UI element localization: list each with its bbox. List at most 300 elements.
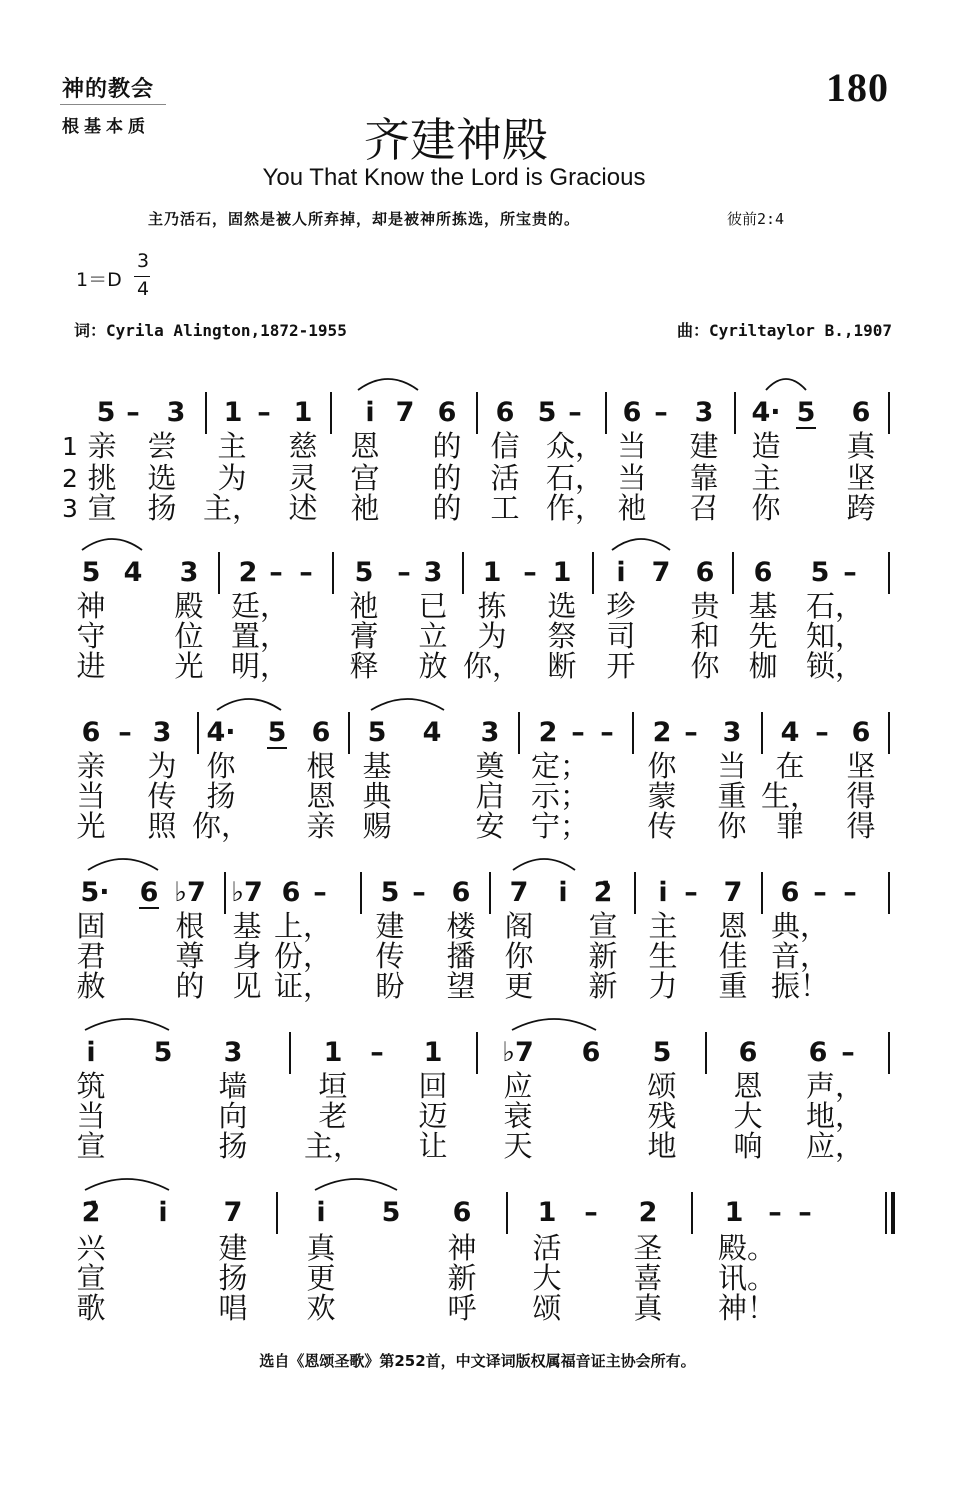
note: 5 <box>367 717 387 748</box>
note: 4 <box>123 557 143 588</box>
lyric-char: 你 <box>751 491 781 525</box>
lyric-char: 固 <box>76 909 106 943</box>
lyric-char: 得 <box>846 779 876 813</box>
note: 6 <box>753 557 773 588</box>
lyric-char: 更 <box>306 1261 336 1295</box>
lyric-char: 主， <box>202 491 262 525</box>
lyric-char: 信 <box>490 429 520 463</box>
lyric-char: 膏 <box>349 619 379 653</box>
lyric-char: 基 <box>362 749 392 783</box>
lyric-char: 明， <box>230 649 290 683</box>
note: 7 <box>223 1197 243 1228</box>
note: 3 <box>166 397 186 428</box>
note: 5 <box>81 557 101 588</box>
lyric-char: 传 <box>147 779 177 813</box>
lyric-char: 作， <box>545 491 605 525</box>
lyric-char: 音， <box>770 939 830 973</box>
lyric-char: 地 <box>647 1129 677 1163</box>
note: – <box>299 557 313 588</box>
lyric-char: 当 <box>717 749 747 783</box>
lyric-char: 位 <box>174 619 204 653</box>
lyric-char: 新 <box>588 939 618 973</box>
lyric-char: 份， <box>273 939 333 973</box>
slur <box>85 1019 169 1030</box>
lyric-char: 祂 <box>617 491 647 525</box>
lyric-char: 根 <box>175 909 205 943</box>
lyric-char: 典 <box>362 779 392 813</box>
lyric-char: 尝 <box>147 429 177 463</box>
lyric-char: 坚 <box>846 749 876 783</box>
note: 1 <box>537 1197 557 1228</box>
lyric-char: 振！ <box>770 969 830 1003</box>
note: 4 <box>422 717 442 748</box>
lyric-char: 的 <box>432 429 462 463</box>
note: ♭7 <box>174 877 206 908</box>
note: 2 <box>238 557 258 588</box>
lyric-char: 知， <box>805 619 865 653</box>
copyright-footer: 选自《恩颂圣歌》第252首，中文译词版权属福音证主协会所有。 <box>259 1352 696 1370</box>
lyric-char: 光 <box>174 649 204 683</box>
lyric-char: 欢 <box>306 1291 336 1325</box>
lyric-char: 拣 <box>477 589 507 623</box>
lyric-char: 述 <box>288 491 318 525</box>
lyric-char: 扬 <box>218 1129 248 1163</box>
lyric-char: 歌 <box>76 1291 106 1325</box>
hymn-title: 齐建神殿 <box>364 113 548 167</box>
slur <box>766 379 806 390</box>
note: – <box>313 877 327 908</box>
lyric-char: 祂 <box>350 491 380 525</box>
lyric-char: 响 <box>733 1129 763 1163</box>
lyric-char: 为 <box>477 619 507 653</box>
lyric-char: 楼 <box>446 909 476 943</box>
note: 4 <box>780 717 800 748</box>
note: 3 <box>179 557 199 588</box>
lyric-char: 挑 <box>87 461 117 495</box>
note: – <box>397 557 411 588</box>
lyric-char: 典， <box>770 909 830 943</box>
lyric-char: 呼 <box>447 1291 477 1325</box>
lyric-char: 主， <box>303 1129 363 1163</box>
note: 3 <box>423 557 443 588</box>
lyric-char: 珍 <box>606 589 636 623</box>
lyric-char: 真 <box>846 429 876 463</box>
note: 6 <box>780 877 800 908</box>
lyric-char: 应， <box>805 1129 865 1163</box>
lyric-char: 上， <box>273 909 333 943</box>
note: 5 <box>267 717 287 748</box>
lyric-char: 恩 <box>733 1069 763 1103</box>
time-signature-denominator: 4 <box>136 278 150 300</box>
note: 1 <box>423 1037 443 1068</box>
lyric-char: 祂 <box>349 589 379 623</box>
lyric-char: 大 <box>733 1099 763 1133</box>
lyric-char: 示； <box>530 779 590 813</box>
composer-credit: 曲：Cyriltaylor B.,1907 <box>676 321 892 340</box>
slur <box>612 539 670 550</box>
note: – <box>798 1197 812 1228</box>
lyric-char: 召 <box>689 491 719 525</box>
verse-number: 3 <box>62 494 78 523</box>
lyric-char: 立 <box>418 619 448 653</box>
lyric-char: 慈 <box>288 429 318 463</box>
lyric-char: 你， <box>191 809 251 843</box>
lyric-char: 锁， <box>805 649 865 683</box>
lyric-char: 证， <box>273 969 333 1003</box>
note: – <box>815 717 829 748</box>
lyric-char: 颂 <box>532 1291 562 1325</box>
lyric-char: 灵 <box>288 461 318 495</box>
note: – <box>523 557 537 588</box>
lyric-char: 当 <box>617 461 647 495</box>
note: 1 <box>552 557 572 588</box>
note: 6 <box>738 1037 758 1068</box>
lyric-char: 地， <box>805 1099 865 1133</box>
note: 2 <box>652 717 672 748</box>
note: – <box>813 877 827 908</box>
scripture-reference: 彼前2:4 <box>727 210 785 228</box>
note: 3 <box>480 717 500 748</box>
lyric-char: 你 <box>504 939 534 973</box>
lyric-char: 蒙 <box>647 779 677 813</box>
lyric-char: 更 <box>504 969 534 1003</box>
slur <box>358 379 418 390</box>
slur <box>85 1179 169 1190</box>
note: 5 <box>380 877 400 908</box>
lyric-char: 坚 <box>846 461 876 495</box>
lyric-char: 恩 <box>306 779 336 813</box>
lyric-char: 墙 <box>218 1069 248 1103</box>
note: 1 <box>323 1037 343 1068</box>
note: i̇ <box>558 877 568 908</box>
lyric-char: 开 <box>606 649 636 683</box>
note: i̇ <box>316 1197 326 1228</box>
note: ♭7 <box>502 1037 534 1068</box>
lyric-char: 让 <box>418 1129 448 1163</box>
lyric-char: 传 <box>647 809 677 843</box>
lyric-char: 释 <box>349 649 379 683</box>
note: 4· <box>751 397 781 428</box>
note: 5 <box>153 1037 173 1068</box>
lyric-char: 宣 <box>87 491 117 525</box>
lyric-char: 你， <box>462 649 522 683</box>
lyric-char: 建 <box>689 429 719 463</box>
lyric-char: 传 <box>375 939 405 973</box>
lyric-char: 迈 <box>418 1099 448 1133</box>
lyric-char: 先 <box>748 619 778 653</box>
lyric-char: 罪 <box>775 809 805 843</box>
lyric-char: 当 <box>617 429 647 463</box>
note: i̇ <box>658 877 668 908</box>
lyric-char: 的 <box>432 461 462 495</box>
lyric-char: 赦 <box>76 969 106 1003</box>
note: 2̇ <box>593 877 613 908</box>
lyric-char: 宫 <box>350 461 380 495</box>
verse-number: 1 <box>62 432 78 461</box>
lyric-char: 残 <box>647 1099 677 1133</box>
lyric-char: 进 <box>76 649 106 683</box>
lyric-char: 石， <box>545 461 605 495</box>
lyric-char: 守 <box>76 619 106 653</box>
note: 6 <box>311 717 331 748</box>
note: 5 <box>652 1037 672 1068</box>
note: 7 <box>509 877 529 908</box>
lyric-char: 安 <box>475 809 505 843</box>
note: 5 <box>537 397 557 428</box>
lyric-char: 司 <box>606 619 636 653</box>
note: – <box>126 397 140 428</box>
lyric-char: 阁 <box>504 909 534 943</box>
lyric-char: 喜 <box>633 1261 663 1295</box>
lyric-char: 靠 <box>689 461 719 495</box>
lyric-char: 当 <box>76 1099 106 1133</box>
note: – <box>257 397 271 428</box>
slur <box>217 699 281 710</box>
lyric-char: 跨 <box>846 491 876 525</box>
slur <box>88 859 158 870</box>
lyric-char: 应 <box>503 1069 533 1103</box>
note: 3 <box>152 717 172 748</box>
lyric-char: 恩 <box>350 429 380 463</box>
lyric-char: 神！ <box>717 1291 777 1325</box>
lyric-char: 众， <box>545 429 605 463</box>
slur <box>513 859 575 870</box>
note: 5 <box>796 397 816 428</box>
lyric-char: 建 <box>375 909 405 943</box>
lyric-char: 兴 <box>76 1231 106 1265</box>
hymn-number: 180 <box>826 65 889 110</box>
note: 5 <box>810 557 830 588</box>
lyric-char: 恩 <box>718 909 748 943</box>
lyric-char: 宁； <box>530 809 590 843</box>
lyric-char: 力 <box>648 969 678 1003</box>
lyric-char: 宣 <box>588 909 618 943</box>
note: ♭7 <box>231 877 263 908</box>
lyric-char: 你 <box>717 809 747 843</box>
lyric-char: 神 <box>76 589 106 623</box>
lyric-char: 衰 <box>503 1099 533 1133</box>
lyric-char: 基 <box>232 909 262 943</box>
lyric-char: 真 <box>633 1291 663 1325</box>
hymn-subtitle: You That Know the Lord is Gracious <box>262 164 646 191</box>
lyric-char: 向 <box>218 1099 248 1133</box>
lyric-char: 扬 <box>206 779 236 813</box>
note: 2̇ <box>81 1197 101 1228</box>
lyric-char: 的 <box>432 491 462 525</box>
lyric-char: 得 <box>846 809 876 843</box>
lyric-char: 活 <box>490 461 520 495</box>
lyric-char: 真 <box>306 1231 336 1265</box>
lyric-char: 工 <box>490 491 520 525</box>
note: 1 <box>223 397 243 428</box>
lyric-char: 的 <box>175 969 205 1003</box>
lyric-char: 已 <box>418 589 448 623</box>
lyric-char: 见 <box>232 969 262 1003</box>
note: 1 <box>293 397 313 428</box>
lyric-char: 望 <box>446 969 476 1003</box>
lyric-char: 为 <box>217 461 247 495</box>
lyric-char: 和 <box>690 619 720 653</box>
note: – <box>568 397 582 428</box>
note: 6 <box>81 717 101 748</box>
lyric-char: 光 <box>76 809 106 843</box>
note: 3 <box>722 717 742 748</box>
lyric-char: 选 <box>547 589 577 623</box>
lyric-char: 老 <box>318 1099 348 1133</box>
category-primary: 神的教会 <box>62 76 155 102</box>
note: 2 <box>638 1197 658 1228</box>
lyric-char: 祭 <box>547 619 577 653</box>
lyric-char: 活 <box>532 1231 562 1265</box>
note: 7 <box>395 397 415 428</box>
lyric-char: 廷， <box>230 589 290 623</box>
lyric-char: 新 <box>588 969 618 1003</box>
note: – <box>768 1197 782 1228</box>
lyric-char: 主 <box>217 429 247 463</box>
note: – <box>412 877 426 908</box>
note: – <box>843 557 857 588</box>
lyric-char: 石， <box>805 589 865 623</box>
lyric-char: 选 <box>147 461 177 495</box>
slur <box>315 1179 397 1190</box>
lyric-char: 垣 <box>318 1069 348 1103</box>
category-secondary: 根基本质 <box>62 117 150 137</box>
note: i̇ <box>158 1197 168 1228</box>
note: i̇ <box>365 397 375 428</box>
lyric-char: 你 <box>206 749 236 783</box>
key-signature: 1＝D <box>76 269 122 291</box>
lyric-char: 颂 <box>647 1069 677 1103</box>
verse-number: 2 <box>62 464 78 493</box>
lyric-char: 在 <box>775 749 805 783</box>
lyric-char: 尊 <box>175 939 205 973</box>
lyric-char: 扬 <box>147 491 177 525</box>
lyric-char: 殿 <box>174 589 204 623</box>
note: 6 <box>281 877 301 908</box>
note: 6 <box>437 397 457 428</box>
note: 6 <box>581 1037 601 1068</box>
lyric-char: 讯。 <box>717 1261 777 1295</box>
lyric-char: 新 <box>447 1261 477 1295</box>
lyric-char: 天 <box>503 1129 533 1163</box>
lyric-char: 亲 <box>87 429 117 463</box>
lyric-char: 枷 <box>748 649 778 683</box>
note: 6 <box>695 557 715 588</box>
note: 5 <box>381 1197 401 1228</box>
lyric-char: 筑 <box>76 1069 106 1103</box>
lyric-char: 重 <box>718 969 748 1003</box>
slur <box>512 1019 596 1030</box>
note: i̇ <box>616 557 626 588</box>
note: 1 <box>724 1197 744 1228</box>
note: 5 <box>354 557 374 588</box>
lyric-char: 主 <box>648 909 678 943</box>
note: 6 <box>622 397 642 428</box>
note: – <box>600 717 614 748</box>
lyric-char: 照 <box>147 809 177 843</box>
note: – <box>118 717 132 748</box>
lyric-char: 佳 <box>718 939 748 973</box>
lyric-char: 神 <box>447 1231 477 1265</box>
lyric-char: 播 <box>446 939 476 973</box>
lyric-char: 宣 <box>76 1261 106 1295</box>
note: – <box>841 1037 855 1068</box>
lyric-char: 造 <box>751 429 781 463</box>
lyricist-credit: 词：Cyrila Alington,1872-1955 <box>74 321 347 340</box>
note: – <box>684 717 698 748</box>
lyric-char: 主 <box>751 461 781 495</box>
note: – <box>571 717 585 748</box>
lyric-char: 君 <box>76 939 106 973</box>
note: – <box>654 397 668 428</box>
lyric-char: 声， <box>805 1069 865 1103</box>
lyric-char: 大 <box>532 1261 562 1295</box>
note: 6 <box>139 877 159 908</box>
lyric-char: 扬 <box>218 1261 248 1295</box>
lyric-char: 回 <box>418 1069 448 1103</box>
lyric-char: 定； <box>530 749 590 783</box>
lyric-char: 圣 <box>633 1231 663 1265</box>
note: 6 <box>808 1037 828 1068</box>
lyric-char: 你 <box>647 749 677 783</box>
note: – <box>843 877 857 908</box>
lyric-char: 奠 <box>475 749 505 783</box>
note: 3 <box>694 397 714 428</box>
lyric-char: 身 <box>232 939 262 973</box>
slur <box>371 699 444 710</box>
scripture-verse: 主乃活石，固然是被人所弃掉，却是被神所拣选，所宝贵的。 <box>148 210 581 228</box>
lyric-char: 你 <box>690 649 720 683</box>
lyric-char: 殿。 <box>717 1231 777 1265</box>
lyric-char: 重 <box>717 779 747 813</box>
lyric-char: 亲 <box>76 749 106 783</box>
lyric-char: 根 <box>306 749 336 783</box>
note: 4· <box>206 717 236 748</box>
note: 6 <box>851 397 871 428</box>
note: 6 <box>452 1197 472 1228</box>
lyric-char: 基 <box>748 589 778 623</box>
lyric-char: 为 <box>147 749 177 783</box>
lyric-char: 唱 <box>218 1291 248 1325</box>
lyric-char: 当 <box>76 779 106 813</box>
note: 5 <box>96 397 116 428</box>
slur <box>82 539 142 550</box>
note: 6 <box>851 717 871 748</box>
time-signature-numerator: 3 <box>136 250 150 272</box>
note: 6 <box>495 397 515 428</box>
lyric-char: 置， <box>230 619 290 653</box>
lyric-char: 建 <box>218 1231 248 1265</box>
note: i̇ <box>86 1037 96 1068</box>
note: 7 <box>651 557 671 588</box>
lyric-char: 生， <box>760 779 820 813</box>
note: 1 <box>482 557 502 588</box>
note: – <box>584 1197 598 1228</box>
note: – <box>370 1037 384 1068</box>
note: – <box>684 877 698 908</box>
lyric-char: 亲 <box>306 809 336 843</box>
lyric-char: 宣 <box>76 1129 106 1163</box>
note: 5· <box>80 877 110 908</box>
lyric-char: 断 <box>547 649 577 683</box>
note: 6 <box>451 877 471 908</box>
note: 2 <box>538 717 558 748</box>
lyric-char: 放 <box>418 649 448 683</box>
note: 7 <box>723 877 743 908</box>
lyric-char: 贵 <box>690 589 720 623</box>
lyric-char: 启 <box>475 779 505 813</box>
lyric-char: 盼 <box>375 969 405 1003</box>
